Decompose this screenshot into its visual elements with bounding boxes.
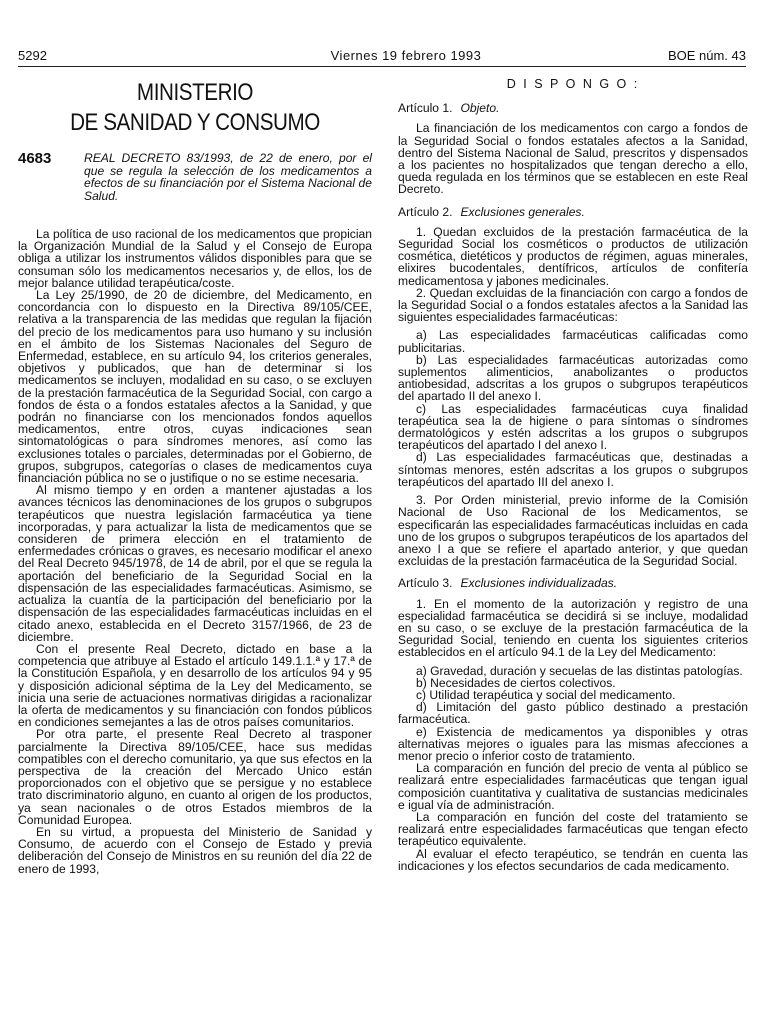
- article-3: [398, 577, 748, 872]
- ministry-line-2: DE SANIDAD Y CONSUMO: [70, 109, 320, 136]
- article-2-heading: Artículo 2. Exclusiones generales.: [398, 204, 585, 219]
- article-1: [398, 102, 748, 195]
- article-3-item-b: b) Necesidades de ciertos colectivos.: [416, 675, 616, 690]
- issue-date: Viernes 19 febrero 1993: [330, 48, 482, 63]
- article-2-item-a: a) Las especialidades farmacéuticas calificadas como publicitarias.: [398, 328, 748, 355]
- article-3-paragraph-2: La comparación en función del precio de venta al público se realizará entre especialidades farmacéuticas que tengan igual composición cuantitativa y cualitativa de sustancias medicinales e igual vía de administración.: [398, 761, 748, 812]
- article-2-item-c: c) Las especialidades farmacéuticas cuya finalidad terapéutica sea la de higiene o para síntomas o síndromes dermatológicos y estén adscritas a los grupos o subgrupos terapéuticos del apartado I del anexo I.: [398, 401, 748, 453]
- preamble-paragraph: En su virtud, a propuesta del Ministerio de Sanidad y Consumo, de acuerdo con el Consejo de Estado y previa deliberación del Consejo de Ministros en su reunión del día 22 de enero de 1993,: [18, 824, 372, 876]
- article-1-text: La financiación de los medicamentos con cargo a fondos de la Seguridad Social o fondos estatales afectos a la Sanidad, dentro del Sistema Nacional de Salud, prescritos y dispensados a los pacientes no hospitalizados que tengan derecho a ello, queda regulada en los términos que se establecen en este Real Decreto.: [398, 121, 748, 197]
- preamble-paragraph: Al mismo tiempo y en orden a mantener ajustadas a los avances técnicos las denominaciones de los grupos o subgrupos terapéuticos que nuestra legislación farmacéutica ya tiene incorporadas, y para actualizar la lista de medicamentos que se consideren de primera elección en el tratamiento de enfermedades crónicas o graves, es necesario modificar el anexo del Real Decreto 945/1978, de 14 de abril, por el que se regula la aportación del beneficiario de la Seguridad Social en la dispensación de las especialidades farmacéuticas. Asimismo, se actualiza la cuantía de la participación del beneficiario por la dispensación de las especialidades farmacéuticas incluidas en el citado anexo, establecida en el Decreto 3157/1966, de 23 de diciembre.: [18, 483, 372, 644]
- article-2-title: Exclusiones generales.: [460, 204, 585, 219]
- article-2-item-b: b) Las especialidades farmacéuticas autorizadas como suplementos alimenticios, anabolizantes o productos antiobesidad, adscritas a los grupos o subgrupos terapéuticos del apartado II del anexo I.: [398, 352, 748, 404]
- article-3-item-a: a) Gravedad, duración y secuelas de las distintas patologías.: [416, 663, 743, 678]
- article-3-item-d: d) Limitación del gasto público destinado a prestación farmacéutica.: [398, 700, 748, 727]
- decree-entry: [18, 152, 372, 202]
- preamble-paragraph: La Ley 25/1990, de 20 de diciembre, del Medicamento, en concordancia con lo dispuesto en la Directiva 89/105/CEE, relativa a la transparencia de las medidas que regulan la fijación del precio de los medicamentos para uso humano y su inclusión en el ámbito de los Sistemas Nacionales del Seguro de Enfermedad, establece, en su artículo 94, los criterios generales, objetivos y publicados, que han de determinar si los medicamentos se incluyen, modalidad en su caso, o se excluyen de la prestación farmacéutica de la Seguridad Social, con cargo a fondos de ésta o a fondos estatales afectos a la Sanidad, y que podrán no financiarse con los mencionados fondos aquellos medicamentos, entre otros, cuyas indicaciones sean sintomatológicas o para síndromes menores, así como las exclusiones totales o parciales, determinadas por el Gobierno, de grupos, subgrupos, categorías o clases de medicamentos cuya financiación pública no se o justifique o no se estime necesaria.: [18, 288, 372, 486]
- article-3-title: Exclusiones individualizadas.: [460, 576, 618, 591]
- right-column: [398, 74, 748, 882]
- preamble-paragraph: Con el presente Real Decreto, dictado en base a la competencia que atribuye al Estado el artículo 149.1.1.ª y 17.ª de la Constitución Española, y en desarrollo de los artículos 94 y 95 y disposición adicional séptima de la Ley del Medicamento, se inicia una serie de actuaciones normativas dirigidas a racionalizar la oferta de medicamentos y su financiación con fondos públicos en condiciones semejantes a las de otros países comunitarios.: [18, 641, 372, 730]
- decree-title: REAL DECRETO 83/1993, de 22 de enero, por el que se regula la selección de los medicamentos a efectos de su financiación por el Sistema Nacional de Salud.: [84, 151, 372, 203]
- preamble-paragraph: Por otra parte, el presente Real Decreto al trasponer parcialmente la Directiva 89/105/CEE, hace sus medidas compatibles con el derecho comunitario, ya que sus efectos en la perspectiva de la creación del Mercado Unico están proporcionados con el objetivo que se persigue y no establece trato discriminatorio alguno, en cuanto al origen de los productos, ya sean nacionales o de otros Estados miembros de la Comunidad Europea.: [18, 727, 372, 827]
- article-1-title: Objeto.: [460, 101, 500, 116]
- dispongo-heading: D I S P O N G O :: [506, 77, 640, 91]
- ministry-heading: [43, 78, 347, 138]
- article-2: [398, 206, 748, 568]
- article-2-paragraph-3: 3. Por Orden ministerial, previo informe de la Comisión Nacional de Uso Racional de los Medicamentos, se especificarán las especialidades farmacéuticas incluidas en cada uno de los grupos o subgrupos terapéuticos de los apartados del anexo I a que se refiere el apartado anterior, y que quedan excluidas de la prestación farmacéutica de la Seguridad Social.: [398, 493, 748, 569]
- page-header: [18, 48, 746, 68]
- header-rule: [18, 66, 746, 67]
- article-2-paragraph-1: 1. Quedan excluidos de la prestación farmacéutica de la Seguridad Social los cosméticos o productos de utilización cosmética, dietéticos y productos de régimen, aguas minerales, elixires bucodentales, dentífricos, artículos de confitería medicamentosa y jabones medicinales.: [398, 224, 748, 288]
- article-3-paragraph-4: Al evaluar el efecto terapéutico, se tendrán en cuenta las indicaciones y los efectos secundarios de cada medicamento.: [398, 846, 748, 873]
- journal-issue: BOE núm. 43: [667, 48, 746, 63]
- article-2-paragraph-2: 2. Quedan excluidas de la financiación con cargo a fondos de la Seguridad Social o a fondos estatales afectos a la Sanidad las siguientes especialidades farmacéuticas:: [398, 285, 748, 325]
- article-3-item-c: c) Utilidad terapéutica y social del medicamento.: [416, 687, 676, 702]
- page-number: 5292: [18, 48, 47, 63]
- decree-number: 4683: [18, 150, 52, 167]
- left-column: [18, 74, 372, 875]
- article-2-item-d: d) Las especialidades farmacéuticas que, destinadas a síntomas menores, estén adscritas a los grupos o subgrupos terapéuticos del apartado III del anexo I.: [398, 450, 748, 489]
- preamble-paragraph: La política de uso racional de los medicamentos que propician la Organización Mundial de la Salud y el Consejo de Europa obliga a utilizar los instrumentos válidos disponibles para que se consuman sólo los medicamentos necesarios y, de ellos, los de mejor balance utilidad terapéutica/coste.: [18, 227, 372, 290]
- ministry-line-1: MINISTERIO: [136, 79, 254, 106]
- article-3-paragraph-3: La comparación en función del coste del tratamiento se realizará entre especialidades farmacéuticas que tengan efecto terapéutico equivalente.: [398, 809, 748, 849]
- article-3-heading: Artículo 3. Exclusiones individualizadas.: [398, 576, 618, 591]
- article-3-paragraph-1: 1. En el momento de la autorización y registro de una especialidad farmacéutica se decidirá si se incluye, modalidad en su caso, o se excluye de la prestación farmacéutica de la Seguridad Social, teniendo en cuenta los siguientes criterios establecidos en el artículo 94.1 de la Ley del Medicamento:: [398, 596, 748, 660]
- article-1-heading: Artículo 1. Objeto.: [398, 101, 500, 116]
- article-3-item-e: e) Existencia de medicamentos ya disponibles y otras alternativas mejores o iguales para las mismas afecciones a menor precio o inferior costo de tratamiento.: [398, 724, 748, 763]
